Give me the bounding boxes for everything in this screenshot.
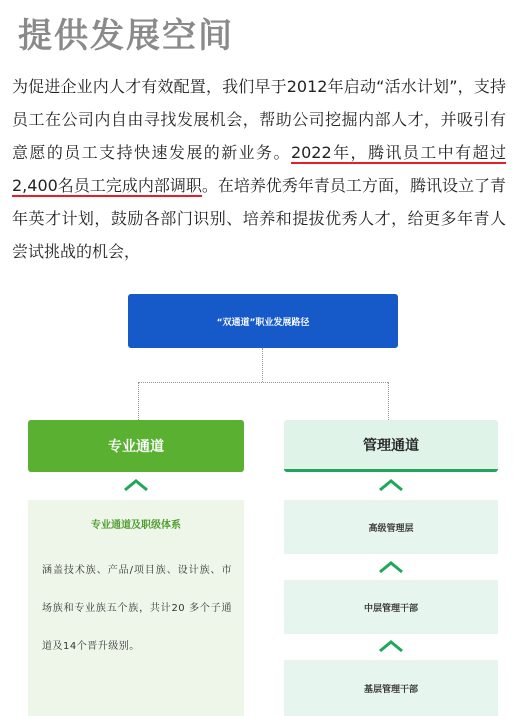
professional-channel-header [28, 420, 244, 472]
paragraph-part-2: 。在培养优秀年青员工方面，腾讯设立了青年英才计划，鼓励各部门识别、培养和提拔优秀人才，给更多年青人尝试挑战的机会， [12, 176, 506, 261]
intro-paragraph [12, 70, 506, 268]
chevron-up-icon [123, 477, 149, 493]
paragraph-part-1: 为促进企业内人才有效配置，我们早于2012年启动“活水计划”，支持员工在公司内自由寻找发展机会，帮助公司挖掘内部人才，并吸引有意愿的员工支持快速发展的新业务。 [12, 77, 506, 162]
management-level-senior [284, 500, 498, 554]
management-channel-header [284, 420, 498, 472]
management-level-label: 中层管理干部 [363, 603, 418, 614]
management-level-label: 高级管理层 [368, 523, 414, 534]
professional-channel-label: 专业通道 [108, 439, 164, 455]
management-level-middle [284, 580, 498, 634]
professional-box-title: 专业通道及职级体系 [91, 520, 181, 531]
chevron-up-icon [378, 638, 404, 654]
professional-box-text: 涵盖技术族、产品/项目族、设计族、市场族和专业族五个族，共计20 多个子通道及14个晋升级别。 [42, 565, 232, 652]
dual-channel-title: “双通道”职业发展路径 [216, 317, 310, 328]
management-level-junior [284, 660, 498, 716]
dual-channel-title-box [128, 294, 398, 348]
chevron-up-icon [378, 559, 404, 575]
chevron-up-icon [378, 477, 404, 493]
management-level-label: 基层管理干部 [363, 684, 418, 695]
connector-horizontal [138, 382, 388, 383]
page-title: 提供发展空间 [18, 16, 234, 56]
connector-right [388, 382, 389, 420]
connector-vertical [262, 348, 263, 382]
management-channel-label: 管理通道 [363, 437, 419, 454]
professional-channel-box [28, 500, 244, 716]
connector-left [138, 382, 139, 420]
paragraph-highlight: 2022年，腾讯员工中有超过2,400名员工完成内部调职 [12, 143, 506, 195]
